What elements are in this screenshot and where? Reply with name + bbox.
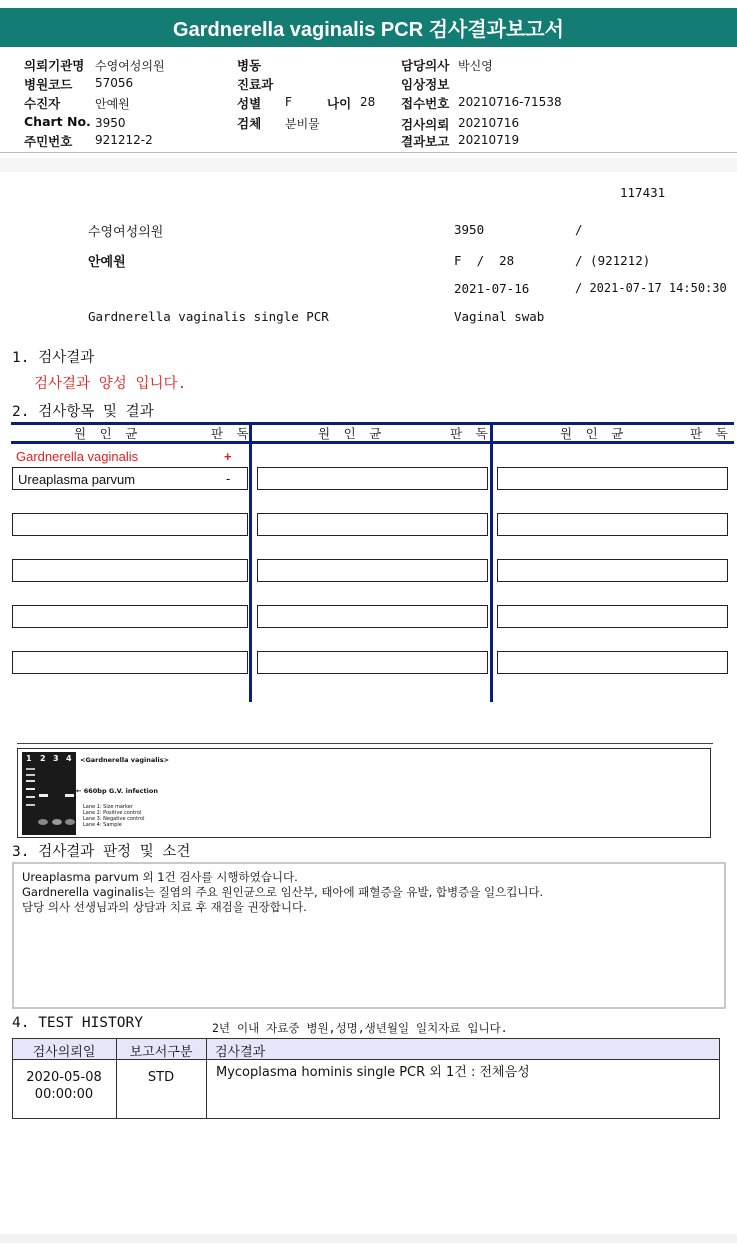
resident-no-value: 921212-2 bbox=[95, 133, 153, 147]
lane-label-4: 4 bbox=[66, 754, 72, 763]
history-note: 2년 이내 자료중 병원,성명,생년월일 일치자료 입니다. bbox=[212, 1021, 508, 1035]
opinion-text bbox=[22, 870, 543, 915]
col-header-judgement-2: 판 독 bbox=[450, 426, 491, 441]
header-row-resident-no: 주민번호 bbox=[24, 134, 73, 149]
hospital-code-value: 57056 bbox=[95, 76, 134, 90]
receipt-no-value: 20210716-71538 bbox=[458, 95, 562, 109]
lane-label-2: 2 bbox=[40, 754, 46, 763]
col-header-judgement-3: 판 독 bbox=[690, 426, 731, 441]
empty-cell bbox=[12, 605, 248, 628]
report-title: Gardnerella vaginalis PCR 검사결과보고서 bbox=[0, 8, 737, 47]
opinion-line: 담당 의사 선생님과의 상담과 치료 후 재검을 권장합니다. bbox=[22, 900, 307, 914]
header-row-patient: 수진자 bbox=[24, 96, 61, 111]
result-value-gardnerella: + bbox=[224, 449, 232, 464]
info-sex-age: F / 28 bbox=[454, 253, 515, 268]
gel-legend-item: Lane 3: Negative control bbox=[83, 816, 145, 822]
result-name-gardnerella: Gardnerella vaginalis bbox=[16, 449, 139, 464]
lane-label-1: 1 bbox=[26, 754, 32, 763]
age-label: 나이 bbox=[327, 96, 352, 111]
header-row-institution: 의뢰기관명 bbox=[24, 58, 85, 73]
doctor-label: 담당의사 bbox=[401, 58, 450, 73]
col-header-pathogen-3: 원 인 균 bbox=[560, 426, 627, 441]
history-date-value: 2020-05-08 bbox=[26, 1070, 102, 1085]
report-code: 117431 bbox=[620, 185, 666, 200]
sex-label: 성별 bbox=[237, 96, 262, 111]
history-result: Mycoplasma hominis single PCR 외 1건 : 전체음성 bbox=[216, 1065, 530, 1080]
gel-image bbox=[22, 752, 76, 835]
gel-legend bbox=[83, 804, 145, 828]
patient-value: 안예원 bbox=[95, 97, 130, 111]
grid-divider-1 bbox=[249, 422, 252, 702]
empty-cell bbox=[12, 651, 248, 674]
result-name-ureaplasma: Ureaplasma parvum bbox=[18, 472, 136, 487]
doctor-value: 박신영 bbox=[458, 59, 493, 73]
gel-band-text: 660bp G.V. infection bbox=[83, 787, 158, 795]
ward-label: 병동 bbox=[237, 58, 262, 73]
age-value: 28 bbox=[360, 95, 376, 109]
section-3-title: 3. 검사결과 판정 및 소견 bbox=[12, 844, 191, 860]
empty-cell bbox=[497, 651, 728, 674]
opinion-line: Ureaplasma parvum 외 1건 검사를 시행하였습니다. bbox=[22, 870, 298, 884]
col-header-judgement-1: 판 독 bbox=[211, 426, 252, 441]
gel-panel bbox=[17, 748, 711, 838]
info-chart: 3950 bbox=[454, 222, 485, 237]
empty-cell bbox=[257, 513, 488, 536]
result-value-ureaplasma: - bbox=[226, 471, 231, 486]
history-header-type: 보고서구분 bbox=[129, 1045, 193, 1060]
history-header-date: 검사의뢰일 bbox=[32, 1045, 96, 1060]
info-slash: / bbox=[575, 222, 583, 237]
result-cell bbox=[12, 467, 248, 490]
grid-divider-2 bbox=[490, 422, 493, 702]
section-4-title: 4. TEST HISTORY bbox=[12, 1015, 143, 1031]
empty-cell bbox=[497, 605, 728, 628]
empty-cell bbox=[12, 513, 248, 536]
info-hospital: 수영여성의원 bbox=[88, 225, 164, 240]
empty-cell bbox=[497, 467, 728, 490]
empty-cell bbox=[497, 513, 728, 536]
header-divider bbox=[0, 152, 737, 153]
chart-no-value: 3950 bbox=[95, 116, 126, 130]
gel-top-rule bbox=[17, 743, 713, 744]
empty-cell bbox=[257, 559, 488, 582]
header-gap bbox=[0, 158, 737, 172]
empty-cell bbox=[257, 605, 488, 628]
col-header-pathogen-2: 원 인 균 bbox=[318, 426, 385, 441]
empty-cell bbox=[497, 559, 728, 582]
header-row-chart-no: Chart No. bbox=[24, 114, 91, 129]
info-specimen: Vaginal swab bbox=[454, 309, 545, 324]
positive-result-text: 검사결과 양성 입니다. bbox=[34, 376, 187, 392]
gel-legend-item: Lane 1: Size marker bbox=[83, 804, 133, 810]
info-date-request: 2021-07-16 bbox=[454, 281, 530, 296]
info-patient: 안예원 bbox=[88, 255, 126, 270]
section-2-title: 2. 검사항목 및 결과 bbox=[12, 404, 154, 420]
history-header-result: 검사결과 bbox=[215, 1045, 266, 1060]
institution-value: 수영여성의원 bbox=[95, 59, 165, 73]
sex-value: F bbox=[285, 95, 292, 109]
empty-cell bbox=[257, 467, 488, 490]
section-1-title: 1. 검사결과 bbox=[12, 350, 95, 366]
opinion-line: Gardnerella vaginalis는 질염의 주요 원인균으로 임산부, 태아에 패혈증을 유발, 합병증을 일으킵니다. bbox=[22, 885, 544, 899]
report-date-label: 결과보고 bbox=[401, 134, 450, 149]
history-col-line bbox=[206, 1038, 207, 1119]
arrow-left-icon: ← bbox=[76, 787, 82, 795]
clinical-info-label: 임상정보 bbox=[401, 77, 450, 92]
header-row-hospital-code: 병원코드 bbox=[24, 77, 73, 92]
history-date bbox=[12, 1069, 116, 1103]
request-date-label: 검사의뢰 bbox=[401, 117, 450, 132]
info-reg-no: / (921212) bbox=[575, 253, 651, 268]
department-label: 진료과 bbox=[237, 77, 274, 92]
history-time-value: 00:00:00 bbox=[34, 1087, 94, 1102]
empty-cell bbox=[12, 559, 248, 582]
request-date-value: 20210716 bbox=[458, 116, 520, 130]
gel-band-label bbox=[76, 787, 158, 795]
col-header-pathogen-1: 원 인 균 bbox=[74, 426, 141, 441]
info-test-name: Gardnerella vaginalis single PCR bbox=[88, 309, 329, 324]
opinion-box bbox=[12, 862, 726, 1009]
history-type: STD bbox=[147, 1070, 175, 1085]
gel-bands bbox=[22, 764, 76, 835]
lane-label-3: 3 bbox=[53, 754, 59, 763]
empty-cell bbox=[257, 651, 488, 674]
gel-title: <Gardnerella vaginalis> bbox=[80, 756, 170, 764]
gel-legend-item: Lane 2: Positive control bbox=[83, 810, 142, 816]
specimen-value: 분비물 bbox=[285, 117, 320, 131]
specimen-label: 검체 bbox=[237, 116, 262, 131]
gel-legend-item: Lane 4: Sample bbox=[83, 822, 122, 828]
info-date-result: / 2021-07-17 14:50:30 bbox=[575, 281, 727, 295]
report-date-value: 20210719 bbox=[458, 133, 520, 147]
receipt-no-label: 접수번호 bbox=[401, 96, 450, 111]
